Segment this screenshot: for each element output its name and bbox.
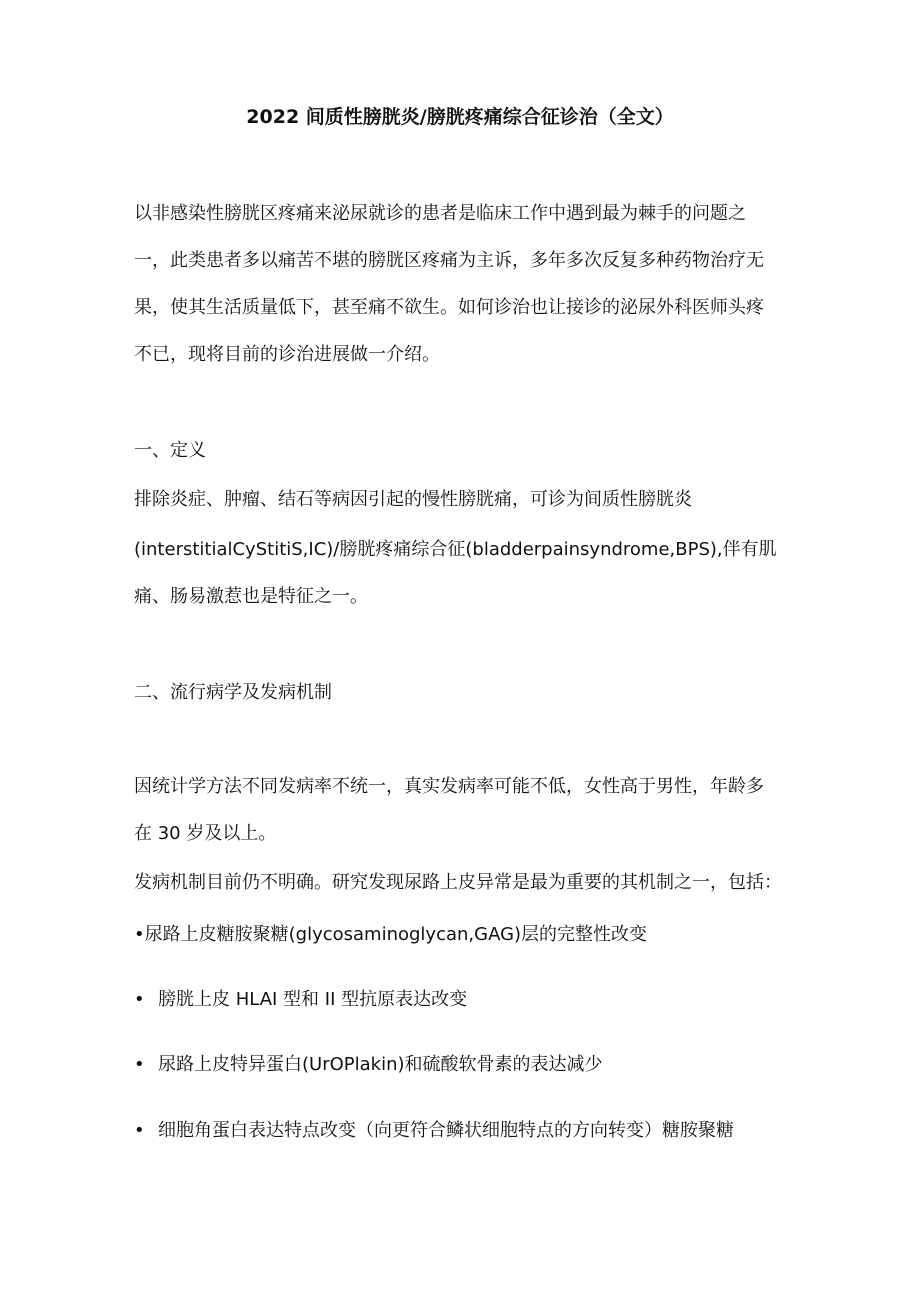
intro-line-1: 以非感染性膀胱区疼痛来泌尿就诊的患者是临床工作中遇到最为棘手的问题之 xyxy=(134,203,746,224)
document-title: 2022 间质性膀胱炎/膀胱疼痛综合征诊治（全文） xyxy=(246,106,674,128)
mechanism-intro: 发病机制目前仍不明确。研究发现尿路上皮异常是最为重要的其机制之一，包括： xyxy=(134,872,782,893)
epidemiology-line-2: 在 30 岁及以上。 xyxy=(134,823,277,844)
list-item-text: 膀胱上皮 HLAI 型和 II 型抗原表达改变 xyxy=(158,989,468,1010)
list-item-uroplakin xyxy=(134,1052,794,1078)
intro-line-2: 一，此类患者多以痛苦不堪的膀胱区疼痛为主诉，多年多次反复多种药物治疗无 xyxy=(134,250,764,271)
definition-line-2: (interstitialCyStitiS,IC)/膀胱疼痛综合征(bladderpainsyndrome,BPS),伴有肌 xyxy=(134,539,777,560)
intro-line-3: 果，使其生活质量低下，甚至痛不欲生。如何诊治也让接诊的泌尿外科医师头疼 xyxy=(134,297,764,318)
section-heading-definition: 一、定义 xyxy=(134,440,206,461)
bullet-icon: • xyxy=(134,989,145,1010)
list-item-hla xyxy=(134,987,794,1013)
section-heading-epidemiology: 二、流行病学及发病机制 xyxy=(134,682,332,703)
bullet-icon: • xyxy=(134,1120,145,1141)
intro-line-4: 不已，现将目前的诊治进展做一介绍。 xyxy=(134,344,440,365)
list-item-gag: •尿路上皮糖胺聚糖(glycosaminoglycan,GAG)层的完整性改变 xyxy=(134,924,648,945)
epidemiology-line-1: 因统计学方法不同发病率不统一，真实发病率可能不低，女性高于男性，年龄多 xyxy=(134,776,764,797)
bullet-icon: • xyxy=(134,1054,145,1075)
list-item-cytokeratin xyxy=(134,1118,794,1144)
definition-line-3: 痛、肠易激惹也是特征之一。 xyxy=(134,586,368,607)
list-item-text: 尿路上皮特异蛋白(UrOPlakin)和硫酸软骨素的表达减少 xyxy=(158,1054,603,1075)
list-item-text: 细胞角蛋白表达特点改变（向更符合鳞状细胞特点的方向转变）糖胺聚糖 xyxy=(158,1120,734,1141)
definition-line-1: 排除炎症、肿瘤、结石等病因引起的慢性膀胱痛，可诊为间质性膀胱炎 xyxy=(134,489,692,510)
